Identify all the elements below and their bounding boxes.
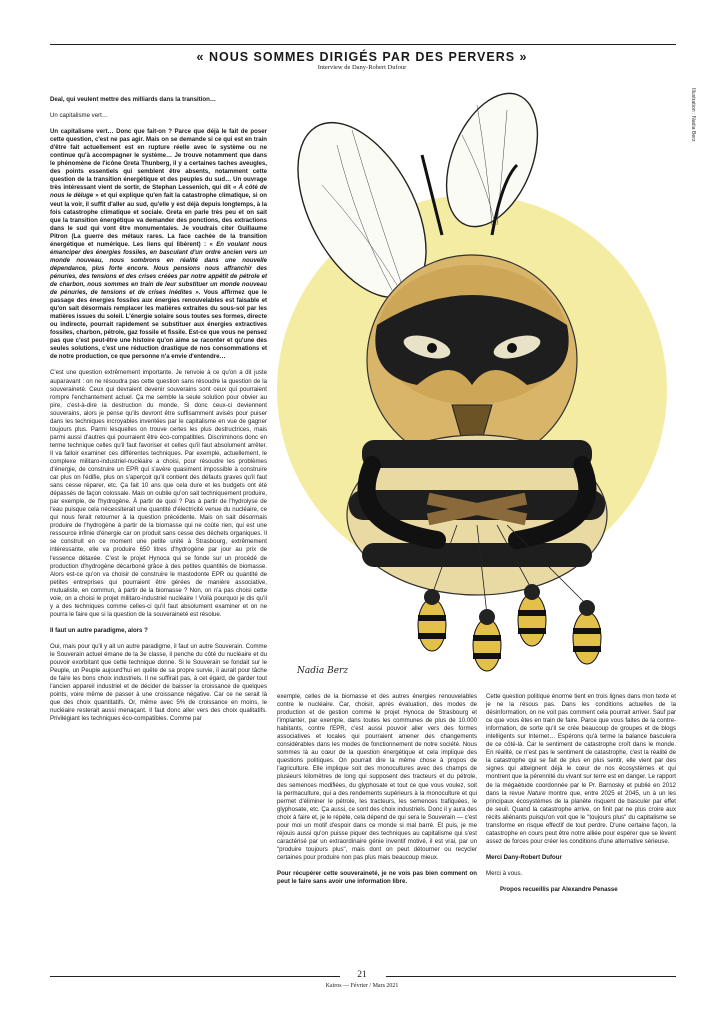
answer-1: Un capitalisme vert… xyxy=(50,112,108,120)
question-3: Il faut un autre paradigme, alors ? xyxy=(50,626,148,634)
interviewer-credit: Propos recueillis par Alexandre Penasse xyxy=(500,885,618,893)
answer-3-continued: exemple, celles de la biomasse et des autres énergies renouvelables contre le nucléaire. Car, choisir, après évaluation, des modes de production et de gestion comme le projet Hynoca de Strasbourg et l'implanter, par exemple, dans toutes les communes de plus de 10.000 habitants, contre l'EPR, c'est aussi pouvoir aller vers des formes associatives et locales qui pourraient amener des changements considérables dans les modes de fonctionnement de notre société. Nous sommes là au cœur de la question énergétique et cela implique des questions politiques. On pourrait dire la même chose à propos de l'agriculture. Elle implique soit des monocultures avec des champs de plusieurs kilomètres de long qui supposent des tracteurs et du pétrole, des semences modifiées, du glyphosate et tout ce que vous voulez, soit la permaculture, qui a des rendements supérieurs à la monoculture et qui permet d'éliminer le pétrole, les tracteurs, les semences trafiquées, le glyphosate, etc. Ça aussi, ce sont des choix industriels. Donc il y aura des choix à faire et, je le répète, cela dépend de qui sera le Souverain — c'est pour moi un motif d'espoir dans ce monde si mal barré. Et puis, je me réjouis aussi qu'on puisse piquer des techniques au capitalisme qui s'est caractérisé par un extraordinaire génie inventif motivé, il est vrai, par un "produire toujours plus", mais dont on peut détourner ou recycler certaines pour produire non pas plus mais beaucoup mieux. xyxy=(277,693,477,861)
illustration-credit: Illustration : Nadia Berz xyxy=(690,88,696,142)
article-subtitle: Interview de Dany-Robert Dufour xyxy=(317,64,407,71)
page-number: 21 xyxy=(357,970,367,980)
magazine-issue: Kairos — Février / Mars 2021 xyxy=(325,983,399,989)
answer-4: Cette question politique énorme tient en trois lignes dans mon texte et je ne la résous pas. Dans les conditions actuelles de la désinformation, on ne voit pas comment cela pourrait arriver. Sauf par ce que vous êtes en train de faire. Parce que vous faites de la contre-information, de sorte qu'il se crée beaucoup de groupes et de blogs intelligents sur Internet… Espérons qu'à terme la balance basculera de ce côté-là. Car le sentiment de catastrophe croît dans le monde. En réalité, ce n'est pas le sentiment de catastrophe, c'est la réalité de la catastrophe qui se fait de plus en plus sentir, elle vient par des signes qui atteignent déjà le cœur de nos écosystèmes et qui montrent que la pérennité du vivant sur terre est en danger. Le rapport de la mégaétude coordonnée par le Pr. Barnosky et publié en 2012 dans la revue Nature montre que, entre 2025 et 2045, un à un les principaux écosystèmes de la planète risquent de basculer par effet de seuil. Quand la catastrophe arrive, on finit par ne plus croire aux récits aliénants puisqu'on voit que le "toujours plus" du capitalisme se transforme en risque effectif de tout perdre. D'une certaine façon, la catastrophe en cours peut être notre alliée pour espérer que se lèvent assez de forces pour créer les conditions d'une alternative sérieuse. xyxy=(486,693,676,845)
answer-2: C'est une question extrêmement importante. Je renvoie à ce qu'on a dit juste auparavant : on ne résoudra pas cette question sans résoudre la question de la souveraineté. Ceux qui devraient devenir souverains sont ceux qui pourraient rompre l'enchantement actuel. Ça me semble la seule solution pour obvier au pire, c'est-à-dire la destruction du monde. Si donc ceux-ci deviennent souverains, alors je pense qu'ils devront être suffisamment avisés pour puiser dans les techniques incroyables inventées par le capitalisme en vue de gagner toujours plus. Parmi lesquelles on trouve certes les plus destructrices, mais parmi aussi d'autres qui pourraient être éco-compatibles. Discriminons donc en terme technique celles qu'il faut favoriser et celles qu'il faut absolument arrêter. Il va falloir examiner ces différentes techniques. Par exemple, actuellement, le complexe militaro-industriel-nucléaire a choisi, pour résoudre les problèmes d'énergie, de construire un EPR qui s'avère quasiment impossible à construire car plus on l'édifie, plus on s'aperçoit qu'il contient des défauts graves qu'il faut sans cesse réparer, etc. Ça fait 10 ans que cela dure et les budgets ont été dépassés de façon colossale. Mais on oublie qu'on sait techniquement produire, par exemple, de l'hydrogène. À partir de quoi ? Pas à partir de l'hydrolyse de l'eau puisque cela nécessiterait une quantité d'électricité venue du nucléaire, ce qui nous ferait retourner à la question précédente. Mais on sait désormais produire de l'hydrogène à partir de la biomasse qui ne coûte rien, qui est une ressource infinie d'énergie car on produit sans cesse des déchets organiques. Il se construit en ce moment une petite unité à Strasbourg, extrêmement intéressante, elle va produire 650 litres d'hydrogène par jour au prix de l'essence détaxée. C'est le projet Hynoca qui se fonde sur un procédé de production d'hydrogène décarboné grâce à des petites quantités de biomasse. Alors est-ce qu'on va choisir de construire le mastodonte EPR ou quantité de petites entreprises qui pourraient être gérées de manière associative, mutualiste, en commun, à partir de la biomasse ? Non, on n'a pas choisi cette voie, on a choisi le projet militaro-industriel nucléaire ! Voilà pourquoi je dis qu'il y a des techniques comme celles-ci qu'il faut absolument examiner et on ne pourra le faire que si la question de la souveraineté est résolue. xyxy=(50,369,267,618)
answer-3: Oui, mais pour qu'il y ait un autre paradigme, il faut un autre Souverain. Comme le Souverain actuel émane de la 3e classe, il penche du côté du nucléaire et du pouvoir exorbitant que cette technique donne. Si le Souverain se fondait sur le Peuple, un Peuple aujourd'hui en quête de sa propre survie, il aurait pour tâche de faire les bons choix industriels. Il ne suffirait pas, à cet égard, de garder tout l'ancien appareil industriel et de décider de baisser la croissance de quelques points, voire même de passer à une croissance négative. Car ce ne serait là que des choix quantitatifs. Or, même avec 5% de croissance en moins, le nucléaire resterait aussi menaçant. Il faut donc aller vers des choix qualitatifs. Privilégiant les techniques éco-compatibles. Comme par xyxy=(50,642,267,723)
reply-line: Merci à vous. xyxy=(486,869,523,877)
question-2: Un capitalisme vert… Donc que fait-on ? Parce que déjà le fait de poser cette question, c'est ne pas agir. Mais on se demande si ce qui est en train d'être fait actuellement est en rupture réelle avec le système ou ne continue qu'à accompagner le système… Je trouve notamment que dans le phénomène de l'icône Greta Thunberg, il y a certaines taches aveugles, des points essentiels qui semblent être absents, notamment cette question de la transition énergétique et des peuples du sud… Un ouvrage très intéressant vient de sortir, de Stephan Lessenich, qui dit « À côté de nous le déluge » et qui explique qu'en fait la catastrophe climatique, si on veut la voir, il suffit d'aller au sud, qu'elle y est déjà depuis longtemps, à la fois catastrophe climatique et sociale. Greta en parle très peu et on sait que la transition énergétique va demander des ponctions, des extractions dans le sud qui vont être monumentales. Je voudrais citer Guillaume Pitron (La guerre des métaux rares. La face cachée de la transition énergétique et numérique. Les liens qui libèrent) : « En voulant nous émanciper des énergies fossiles, en basculant d'un ordre ancien vers un monde nouveau, nous sombrons en réalité dans une nouvelle dépendance, plus forte encore. Nous pensions nous affranchir des pénuries, des tensions et des crises créées par notre appétit de pétrole et de charbon, nous sommes en train de leur substituer un monde nouveau de pénuries, de tensions et de crises inédites ». Vous affirmez que le passage des énergies fossiles aux énergies renouvelables est faisable et qu'on sait désormais remplacer les matières extraites du sous-sol par les matières issues du soleil. L'énergie solaire sous toutes ses formes, directe ou indirecte, pourrait rapidement se substituer aux énergies extractives fossiles, charbon, pétrole, gaz fossile et fissile. Est-ce que vous ne pensez pas que c'est peut-être une histoire qu'on aime se raconter et qu'une des seules solutions, c'est une réduction drastique de nos consommations et de notre production, ce que personne n'a envie d'entendre… xyxy=(50,128,267,361)
thanks-line: Merci Dany-Robert Dufour xyxy=(486,853,562,861)
article-title: « NOUS SOMMES DIRIGÉS PAR DES PERVERS » xyxy=(196,50,528,64)
puppet-bee-1 xyxy=(418,589,446,651)
top-rule xyxy=(50,44,676,45)
puppet-bee-4 xyxy=(573,600,601,664)
text-column-2 xyxy=(277,693,477,894)
text-column-1 xyxy=(50,96,267,731)
puppet-bee-3 xyxy=(518,584,546,646)
bee-illustration xyxy=(277,85,682,690)
puppet-bee-2 xyxy=(473,609,501,671)
question-1: Deal, qui veulent mettre des milliards dans la transition… xyxy=(50,96,216,103)
text-column-3 xyxy=(486,693,676,902)
question-4: Pour récupérer cette souveraineté, je ne vois pas bien comment on peut le faire sans avoir une information libre. xyxy=(277,869,477,886)
artist-signature: Nadia Berz xyxy=(297,666,349,676)
